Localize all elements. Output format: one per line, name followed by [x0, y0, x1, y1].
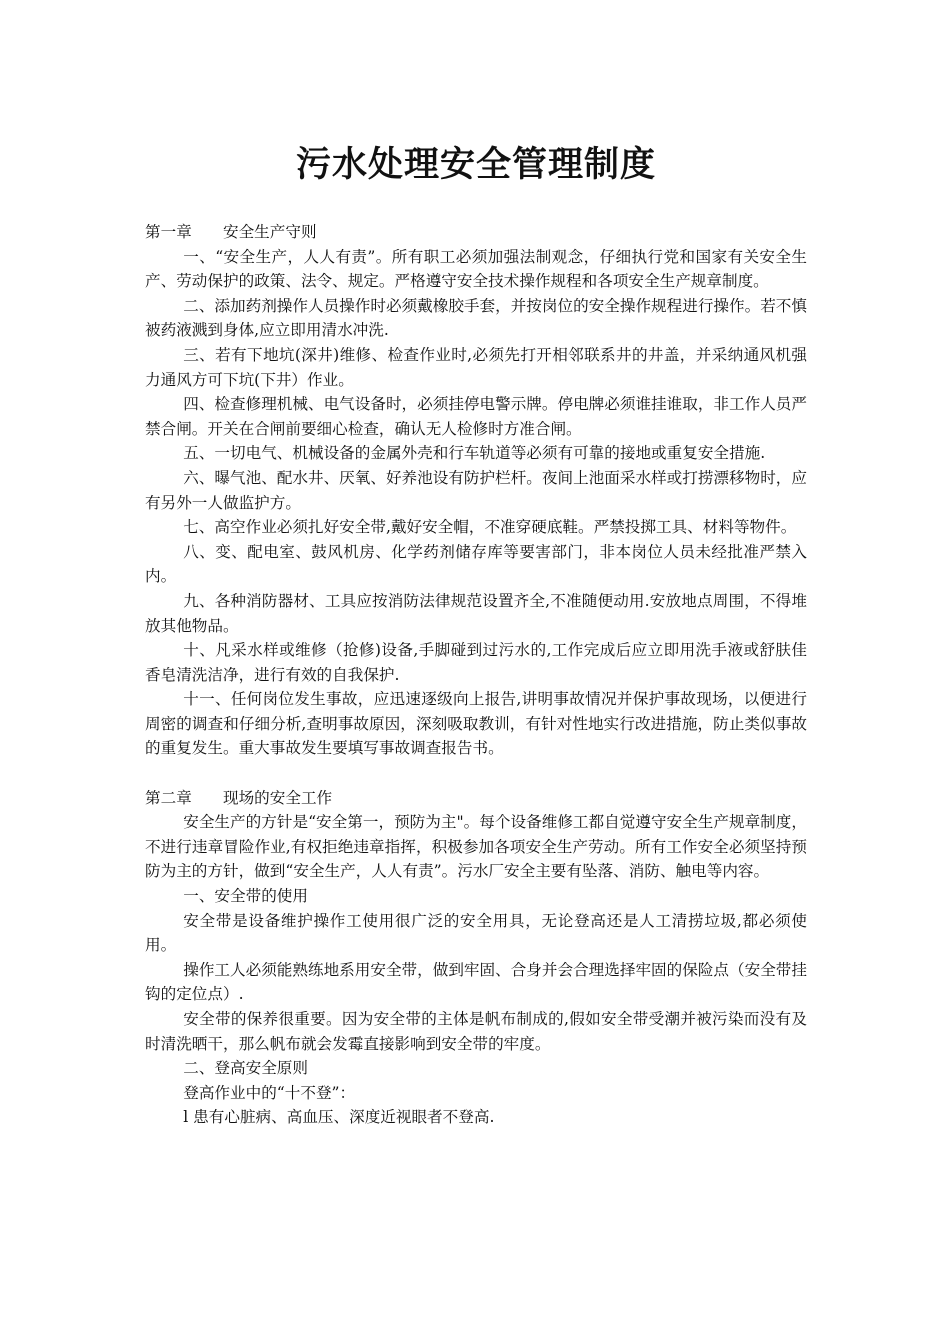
chapter-1-rule-5: 五、一切电气、机械设备的金属外壳和行车轨道等必须有可靠的接地或重复安全措施. [183, 444, 766, 463]
chapter-1-rule-10: 十、凡采水样或维修（抢修)设备,手脚碰到过污水的,工作完成后应立即用洗手液或舒肤佳香皂清洗洁净，进行有效的自我保护. [145, 641, 807, 684]
section-climbing-heading: 二、登高安全原则 [183, 1059, 308, 1078]
chapter-1-rule-1: 一、“安全生产，人人有责”。所有职工必须加强法制观念，仔细执行党和国家有关安全生产、劳动保护的政策、法令、规定。严格遵守安全技术操作规程和各项安全生产规章制度。 [145, 247, 807, 291]
section-safety-belt-heading: 一、安全带的使用 [183, 887, 308, 906]
safety-belt-paragraph-2: 操作工人必须能熟练地系用安全带，做到牢固、合身并会合理选择牢固的保险点（安全带挂钩的定位点）. [145, 960, 807, 1004]
climbing-rules-intro: 登高作业中的“十不登”： [183, 1083, 356, 1102]
safety-belt-paragraph-1: 安全带是设备维护操作工使用很广泛的安全用具，无论登高还是人工清捞垃圾,都必须使用。 [145, 911, 807, 955]
chapter-spacer [145, 761, 807, 786]
document-title: 污水处理安全管理制度 [295, 144, 656, 185]
chapter-2-intro: 安全生产的方针是“安全第一，预防为主"。每个设备维修工都自觉遵守安全生产规章制度，不进行违章冒险作业,有权拒绝违章指挥，积极参加各项安全生产劳动。所有工作安全必须坚持预防为主的方针，做到“安全生产，人人有责”。污水厂安全主要有坠落、消防、触电等内容。 [145, 813, 807, 881]
chapter-1-rule-6: 六、曝气池、配水井、厌氧、好养池设有防护栏杆。夜间上池面采水样或打捞漂移物时，应有另外一人做监护方。 [145, 468, 807, 512]
chapter-2-heading: 第二章 现场的安全工作 [145, 788, 333, 807]
chapter-1-rule-3: 三、若有下地坑(深井)维修、检查作业时,必须先打开相邻联系井的井盖，并采纳通风机强力通风方可下坑(下井）作业。 [145, 345, 807, 389]
chapter-1-rule-9: 九、各种消防器材、工具应按消防法律规范设置齐全,不准随便动用.安放地点周围，不得堆放其他物品。 [145, 591, 807, 635]
climbing-rule-item: l 患有心脏病、高血压、深度近视眼者不登高. [183, 1108, 495, 1127]
chapter-1-rule-4: 四、检查修理机械、电气设备时，必须挂停电警示牌。停电牌必须谁挂谁取，非工作人员严禁合闸。开关在合闸前要细心检查，确认无人检修时方准合闸。 [145, 395, 807, 438]
chapter-1-rule-8: 八、变、配电室、鼓风机房、化学药剂储存库等要害部门，非本岗位人员未经批准严禁入内。 [145, 542, 807, 586]
chapter-1-heading: 第一章 安全生产守则 [145, 223, 317, 241]
chapter-1-rule-7: 七、高空作业必须扎好安全带,戴好安全帽，不准穿硬底鞋。严禁投掷工具、材料等物件。 [183, 518, 797, 537]
safety-belt-paragraph-3: 安全带的保养很重要。因为安全带的主体是帆布制成的,假如安全带受潮并被污染而没有及时清洗晒干，那么帆布就会发霉直接影响到安全带的牢度。 [145, 1010, 807, 1053]
document-body [145, 220, 807, 1130]
chapter-1-rule-11: 十一、任何岗位发生事故，应迅速逐级向上报告,讲明事故情况并保护事故现场，以便进行周密的调查和仔细分析,查明事故原因，深刻吸取教训，有针对性地实行改进措施，防止类似事故的重复发生。重大事故发生要填写事故调查报告书。 [145, 690, 807, 758]
chapter-1-rule-2: 二、添加药剂操作人员操作时必须戴橡胶手套，并按岗位的安全操作规程进行操作。若不慎被药液溅到身体,应立即用清水冲洗. [145, 296, 807, 340]
